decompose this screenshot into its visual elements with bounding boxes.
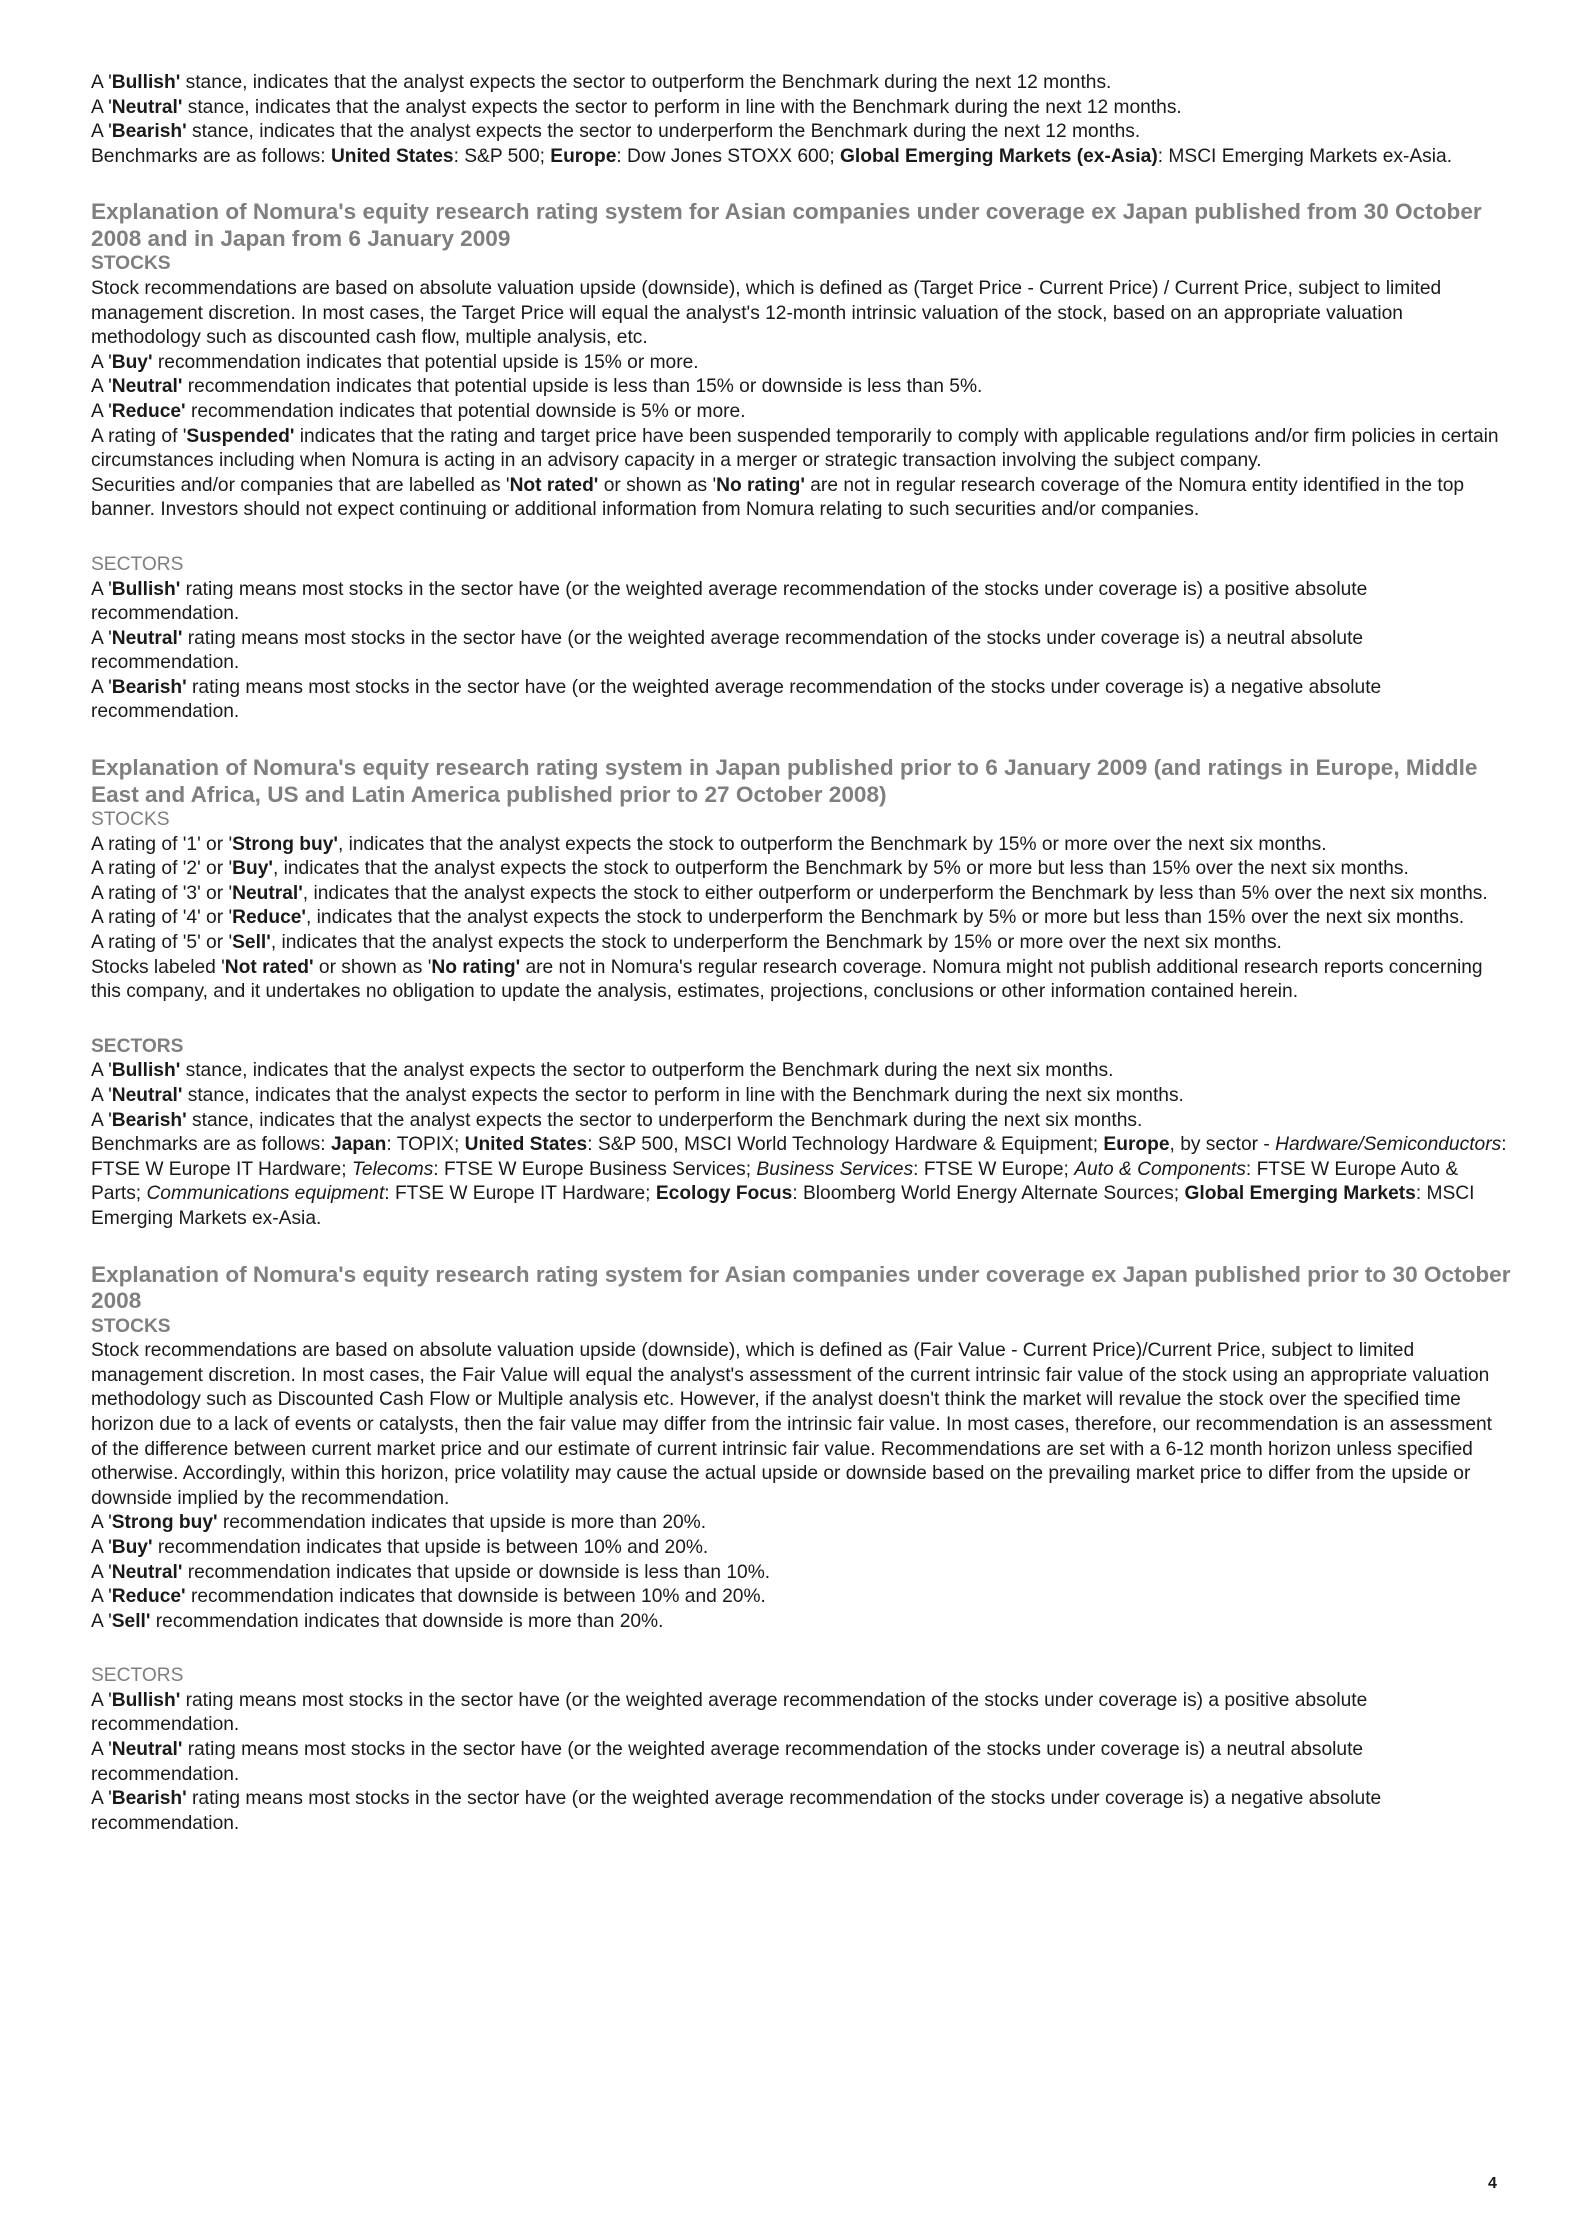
rating-neutral: A 'Neutral' recommendation indicates that upside or downside is less than 10%. [91,1561,771,1583]
section-title: Explanation of Nomura's equity research rating system in Japan published prior to 6 January 2009 (and ratings in Europe, Middle East and Africa, US and Latin America published prior to 27 October 2008) [91,755,1478,807]
sector-bullish: A 'Bullish' rating means most stocks in the sector have (or the weighted average recommendation of the stocks under coverage is) a positive absolute recommendation. [91,578,1368,625]
stocks-paragraph: Stock recommendations are based on absolute valuation upside (downside), which is defined as (Target Price - Current Price) / Current Price, subject to limited management discretion. In most cases, the Target Price will equal the analyst's 12-month intrinsic valuation of the stock, based on an appropriate valuation methodology such as discounted cash flow, multiple analysis, etc. [91,277,1442,349]
rating-suspended: A rating of 'Suspended' indicates that the rating and target price have been suspended temporarily to comply with applicable regulations and/or firm policies in certain circumstances including when Nomura is acting in an advisory capacity in a merger or strategic transaction involving the subject company. [91,425,1499,472]
rating-buy: A 'Buy' recommendation indicates that potential upside is 15% or more. [91,351,699,373]
rating-strong-buy: A 'Strong buy' recommendation indicates that upside is more than 20%. [91,1512,707,1534]
stocks-label: STOCKS [91,809,170,831]
not-rated-paragraph: Securities and/or companies that are labelled as 'Not rated' or shown as 'No rating' are not in regular research coverage of the Nomura entity identified in the top banner. Investors should not expect continuing or additional information from Nomura relating to such securities and/or companies. [91,474,1465,521]
stance-bearish: A 'Bearish' stance, indicates that the analyst expects the sector to underperform the Benchmark during the next 12 months. [91,121,1141,143]
page-content [91,71,1511,1836]
sector-neutral: A 'Neutral' rating means most stocks in the sector have (or the weighted average recommendation of the stocks under coverage is) a neutral absolute recommendation. [91,1739,1364,1785]
rating-2-buy: A rating of '2' or 'Buy', indicates that the analyst expects the stock to outperform the Benchmark by 5% or more but less than 15% over the next six months. [91,858,1409,880]
sector-bullish: A 'Bullish' rating means most stocks in the sector have (or the weighted average recommendation of the stocks under coverage is) a positive absolute recommendation. [91,1689,1368,1736]
sectors-label: SECTORS [91,1665,184,1687]
rating-buy: A 'Buy' recommendation indicates that upside is between 10% and 20%. [91,1536,709,1558]
sectors-label: SECTORS [91,1035,184,1057]
stocks-paragraph: Stock recommendations are based on absolute valuation upside (downside), which is defined as (Fair Value - Current Price)/Current Price, subject to limited management discretion. In most cases, the Fair Value will equal the analyst's assessment of the current intrinsic fair value of the stock using an appropriate valuation methodology such as Discounted Cash Flow or Multiple analysis etc. However, if the analyst doesn't think the market will revalue the stock over the specified time horizon due to a lack of events or catalysts, then the fair value may differ from the intrinsic fair value. In most cases, therefore, our recommendation is an assessment of the difference between current market price and our estimate of current intrinsic fair value. Recommendations are set with a 6-12 month horizon unless specified otherwise. Accordingly, within this horizon, price volatility may cause the actual upside or downside based on the prevailing market price to differ from the upside or downside implied by the recommendation. [91,1340,1492,1509]
rating-4-reduce: A rating of '4' or 'Reduce', indicates that the analyst expects the stock to underperform the Benchmark by 5% or more but less than 15% over the next six months. [91,907,1465,929]
sector-bearish: A 'Bearish' rating means most stocks in the sector have (or the weighted average recommendation of the stocks under coverage is) a negative absolute recommendation. [91,1788,1382,1834]
rating-3-neutral: A rating of '3' or 'Neutral', indicates that the analyst expects the stock to either outperform or underperform the Benchmark by less than 5% over the next six months. [91,882,1488,904]
section-title: Explanation of Nomura's equity research rating system for Asian companies under coverage ex Japan published prior to 30 October 2008 [91,1261,1511,1314]
rating-reduce: A 'Reduce' recommendation indicates that potential downside is 5% or more. [91,400,746,422]
benchmarks-paragraph: Benchmarks are as follows: United States: S&P 500; Europe: Dow Jones STOXX 600; Global Emerging Markets (ex-Asia): MSCI Emerging Markets ex-Asia. [91,145,1453,167]
stocks-label: STOCKS [91,1315,171,1337]
sector-bearish: A 'Bearish' rating means most stocks in the sector have (or the weighted average recommendation of the stocks under coverage is) a negative absolute recommendation. [91,676,1382,723]
rating-reduce: A 'Reduce' recommendation indicates that downside is between 10% and 20%. [91,1586,766,1608]
stocks-label: STOCKS [91,253,171,275]
rating-1-strong-buy: A rating of '1' or 'Strong buy', indicates that the analyst expects the stock to outperform the Benchmark by 15% or more over the next six months. [91,833,1327,855]
benchmarks-paragraph: Benchmarks are as follows: Japan: TOPIX; United States: S&P 500, MSCI World Technology Hardware & Equipment; Europe, by sector - Hardware/Semiconductors: FTSE W Europe IT Hardware; Telecoms: FTSE W Europe Business Services; Business Services: FTSE W Europe; Auto & Components: FTSE W Europe Auto & Parts; Communications equipment: FTSE W Europe IT Hardware; Ecology Focus: Bloomberg World Energy Alternate Sources; Global Emerging Markets: MSCI Emerging Markets ex-Asia. [91,1134,1507,1229]
sector-bearish: A 'Bearish' stance, indicates that the analyst expects the sector to underperform the Benchmark during the next six months. [91,1109,1143,1131]
not-rated-paragraph: Stocks labeled 'Not rated' or shown as 'No rating' are not in Nomura's regular research coverage. Nomura might not publish additional research reports concerning this company, and it undertakes no obligation to update the analysis, estimates, projections, conclusions or other information contained herein. [91,956,1483,1003]
section-title: Explanation of Nomura's equity research rating system for Asian companies under coverage ex Japan published from 30 October 2008 and in Japan from 6 January 2009 [91,199,1482,251]
rating-sell: A 'Sell' recommendation indicates that downside is more than 20%. [91,1610,664,1632]
stance-neutral: A 'Neutral' stance, indicates that the analyst expects the sector to perform in line with the Benchmark during the next 12 months. [91,96,1182,118]
sector-neutral: A 'Neutral' rating means most stocks in the sector have (or the weighted average recommendation of the stocks under coverage is) a neutral absolute recommendation. [91,627,1364,674]
rating-neutral: A 'Neutral' recommendation indicates that potential upside is less than 15% or downside is less than 5%. [91,376,983,398]
page-number: 4 [1488,2175,1497,2192]
sectors-label: SECTORS [91,553,184,575]
sector-neutral: A 'Neutral' stance, indicates that the analyst expects the sector to perform in line with the Benchmark during the next six months. [91,1085,1184,1106]
sector-bullish: A 'Bullish' stance, indicates that the analyst expects the sector to outperform the Benchmark during the next six months. [91,1060,1114,1082]
rating-5-sell: A rating of '5' or 'Sell', indicates that the analyst expects the stock to underperform the Benchmark by 15% or more over the next six months. [91,932,1282,954]
stance-bullish: A 'Bullish' stance, indicates that the analyst expects the sector to outperform the Benchmark during the next 12 months. [91,72,1112,93]
